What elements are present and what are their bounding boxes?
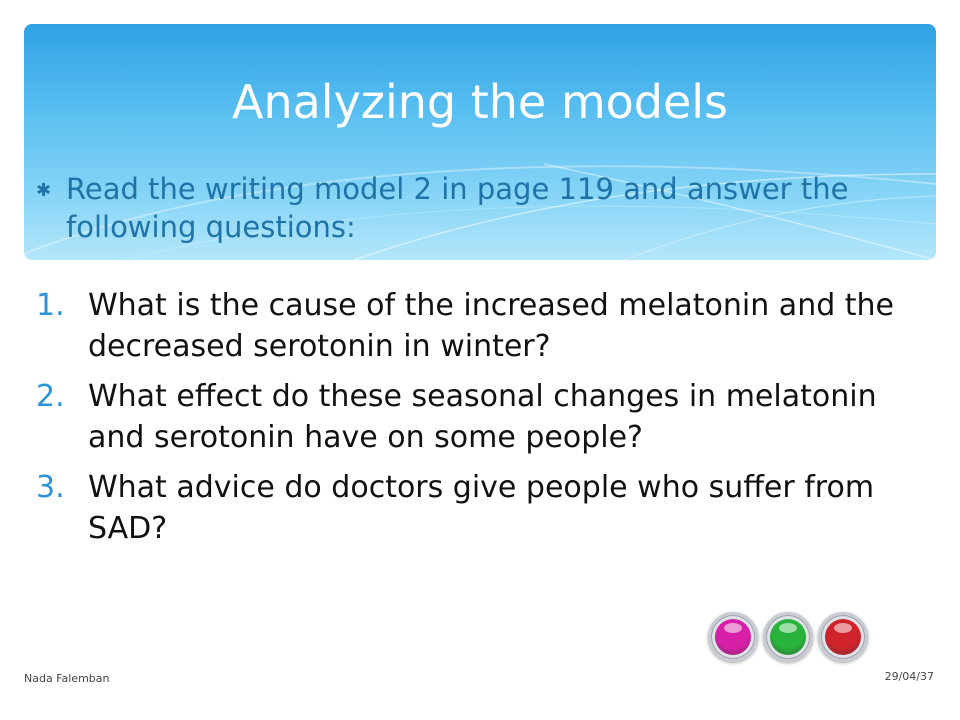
question-item bbox=[36, 285, 916, 367]
footer-date: 29/04/37 bbox=[884, 670, 934, 683]
star-bullet-icon: ✱ bbox=[36, 180, 52, 201]
question-number: 1. bbox=[36, 288, 65, 323]
footer-author: Nada Falemban bbox=[24, 672, 110, 685]
green-button-icon bbox=[770, 619, 806, 655]
question-item bbox=[36, 376, 916, 458]
question-text: What is the cause of the increased melatonin and the decreased serotonin in winter? bbox=[88, 288, 895, 364]
slide-title: Analyzing the models bbox=[231, 75, 729, 129]
intro-bullet-text: Read the writing model 2 in page 119 and answer the following questions: bbox=[66, 172, 849, 244]
question-item bbox=[36, 467, 916, 549]
question-number: 2. bbox=[36, 379, 65, 414]
pink-button[interactable] bbox=[708, 612, 758, 662]
green-button[interactable] bbox=[763, 612, 813, 662]
nav-buttons bbox=[708, 612, 868, 660]
question-list bbox=[36, 285, 916, 558]
red-button-icon bbox=[825, 619, 861, 655]
question-text: What effect do these seasonal changes in melatonin and serotonin have on some people? bbox=[88, 379, 877, 455]
red-button[interactable] bbox=[818, 612, 868, 662]
question-text: What advice do doctors give people who suffer from SAD? bbox=[88, 470, 875, 546]
intro-bullet bbox=[36, 170, 916, 246]
question-number: 3. bbox=[36, 470, 65, 505]
pink-button-icon bbox=[715, 619, 751, 655]
